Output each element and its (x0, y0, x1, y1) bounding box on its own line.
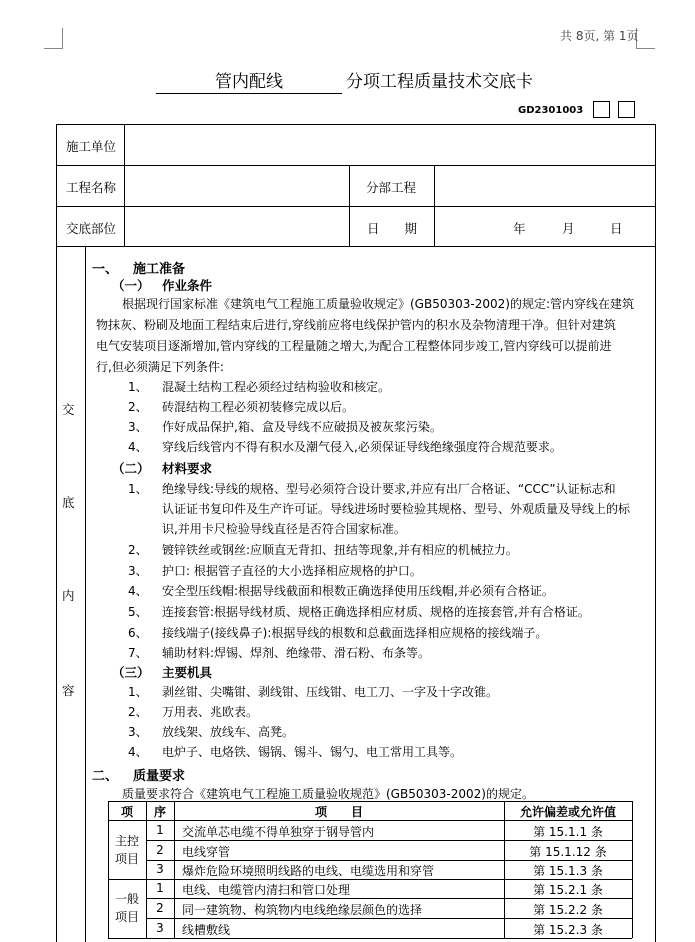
section-1-title: 施工准备 (133, 262, 186, 277)
quality-row-value: 第 15.2.2 条 (533, 903, 603, 917)
condition-item-number: 3、 (128, 420, 148, 434)
tool-item-text: 万用表、兆欧表。 (162, 705, 259, 719)
quality-row-item: 同一建筑物、构筑物内电线绝缘层颜色的选择 (182, 903, 423, 917)
material-item-number: 4、 (128, 584, 148, 598)
quality-group-main-control: 主控项目 (114, 834, 139, 866)
section-2-title: 质量要求 (133, 769, 186, 784)
quality-row-seq: 1 (156, 823, 164, 837)
side-label-char-2: 底 (62, 495, 75, 510)
quality-row-value: 第 15.2.1 条 (533, 883, 603, 897)
quality-header-item: 项 目 (314, 805, 363, 819)
section-1b-number: （二） (112, 461, 150, 476)
material-item-text: 辅助材料:焊锡、焊剂、绝缘带、滑石粉、布条等。 (162, 646, 431, 660)
section-1a-title: 作业条件 (162, 278, 213, 293)
tool-item-number: 2、 (128, 705, 148, 719)
material-item-text: 接线端子(接线鼻子):根据导线的根数和总截面选择相应规格的接线端子。 (162, 626, 548, 640)
quality-row-seq: 3 (156, 862, 164, 876)
condition-item-text: 混凝土结构工程必须经过结构验收和核定。 (162, 380, 391, 394)
condition-item-number: 2、 (128, 400, 148, 414)
material-item-number: 7、 (128, 646, 148, 660)
quality-row-item: 爆炸危险环境照明线路的电线、电缆选用和穿管 (182, 864, 435, 878)
tool-item-number: 4、 (128, 745, 148, 759)
quality-row-seq: 2 (156, 843, 164, 857)
quality-row-item: 交流单芯电缆不得单独穿于钢导管内 (182, 825, 375, 839)
date-year-label: 年 (513, 221, 526, 236)
conditions-paragraph-line-4: 行,但必须满足下列条件: (96, 360, 224, 374)
side-label-char-3: 内 (62, 588, 75, 603)
tool-item-text: 电炉子、电烙铁、锡锅、锡斗、锡勺、电工常用工具等。 (162, 745, 463, 759)
side-label-char-4: 容 (62, 683, 75, 698)
conditions-paragraph-line-1: 根据现行国家标准《建筑电气工程施工质量验收规定》(GB50303-2002)的规定:管内穿线在建筑 (122, 297, 634, 311)
quality-row-value: 第 15.1.1 条 (533, 825, 603, 839)
condition-item-number: 4、 (128, 440, 148, 454)
dept-label: 交底部位 (66, 221, 117, 236)
subproject-field[interactable] (436, 167, 654, 205)
section-1a-number: （一） (112, 278, 150, 293)
quality-row-seq: 3 (156, 921, 164, 935)
material-item-1-line-2: 认证证书复印件及生产许可证。导线进场时要检验其规格、型号、外观质量及导线上的标 (162, 502, 631, 516)
date-month-label: 月 (562, 221, 575, 236)
quality-row-item: 线槽敷线 (182, 923, 231, 937)
conditions-paragraph-line-3: 电气安装项目逐渐增加,管内穿线的工程量随之增大,为配合工程整体同步竣工,管内穿线可以提前进 (96, 339, 612, 353)
title-main: 分项工程质量技术交底卡 (346, 72, 533, 92)
material-item-text: 护口: 根据管子直径的大小选择相应规格的护口。 (162, 564, 422, 578)
quality-row-value: 第 15.1.3 条 (533, 864, 603, 878)
unit-label: 施工单位 (66, 139, 117, 154)
quality-intro: 质量要求符合《建筑电气工程施工质量验收规范》(GB50303-2002)的规定。 (122, 787, 534, 801)
condition-item-number: 1、 (128, 380, 148, 394)
section-1c-title: 主要机具 (162, 665, 213, 680)
tool-item-text: 剥丝钳、尖嘴钳、剥线钳、压线钳、电工刀、一字及十字改锥。 (162, 685, 499, 699)
section-1-number: 一、 (92, 262, 119, 277)
material-item-1-line-3: 识,并用卡尺检验导线直径是否符合国家标准。 (162, 522, 406, 536)
document-code: GD2301003 (518, 105, 584, 116)
page-counter: 共 8页, 第 1页 (560, 29, 639, 43)
material-item-1-line-1: 绝缘导线:导线的规格、型号必须符合设计要求,并应有出厂合格证、“CCC”认证标志和 (162, 482, 616, 496)
quality-row-item: 电线、电缆管内清扫和管口处理 (182, 883, 351, 897)
material-item-number: 2、 (128, 543, 148, 557)
material-item-number: 5、 (128, 605, 148, 619)
quality-header-seq: 序 (153, 805, 166, 819)
title-subject: 管内配线 (156, 71, 342, 94)
section-1c-number: （三） (112, 665, 150, 680)
unit-field[interactable] (126, 126, 654, 164)
side-label-char-1: 交 (62, 402, 75, 417)
material-item-number: 6、 (128, 626, 148, 640)
quality-header-value: 允许偏差或允许值 (519, 805, 616, 819)
page-corner-mark-left (44, 28, 63, 49)
condition-item-text: 作好成品保护,箱、盒及导线不应破损及被灰浆污染。 (162, 420, 442, 434)
project-name-label: 工程名称 (66, 180, 117, 195)
condition-item-text: 砖混结构工程必须初装修完成以后。 (162, 400, 355, 414)
date-label: 日 期 (367, 221, 418, 236)
section-2-number: 二、 (92, 769, 119, 784)
quality-group-general: 一般项目 (114, 892, 139, 924)
tool-item-number: 1、 (128, 685, 148, 699)
checkbox-1[interactable] (593, 101, 610, 118)
tool-item-number: 3、 (128, 725, 148, 739)
checkbox-2[interactable] (618, 101, 635, 118)
material-item-text: 安全型压线帽:根据导线截面和根数正确选择使用压线帽,并必须有合格证。 (162, 584, 554, 598)
section-1b-title: 材料要求 (162, 461, 213, 476)
subproject-label: 分部工程 (366, 180, 417, 195)
quality-header-category: 项 (120, 805, 133, 819)
tool-item-text: 放线架、放线车、高凳。 (162, 725, 295, 739)
material-item-text: 连接套管:根据导线材质、规格正确选择相应材质、规格的连接套管,并有合格证。 (162, 605, 590, 619)
quality-row-value: 第 15.1.12 条 (529, 845, 607, 859)
quality-row-seq: 2 (156, 901, 164, 915)
material-item-number: 1、 (128, 482, 148, 496)
condition-item-text: 穿线后线管内不得有积水及潮气侵入,必须保证导线绝缘强度符合规范要求。 (162, 440, 562, 454)
material-item-number: 3、 (128, 564, 148, 578)
quality-row-value: 第 15.2.3 条 (533, 923, 603, 937)
quality-row-seq: 1 (156, 881, 164, 895)
dept-field[interactable] (126, 208, 348, 245)
conditions-paragraph-line-2: 物抹灰、粉刷及地面工程结束后进行,穿线前应将电线保护管内的积水及杂物清理干净。但针对建筑 (96, 318, 616, 332)
project-name-field[interactable] (126, 167, 348, 205)
date-day-label: 日 (610, 221, 623, 236)
material-item-text: 镀锌铁丝或钢丝:应顺直无背扣、扭结等现象,并有相应的机械拉力。 (162, 543, 518, 557)
quality-row-item: 电线穿管 (182, 845, 231, 859)
